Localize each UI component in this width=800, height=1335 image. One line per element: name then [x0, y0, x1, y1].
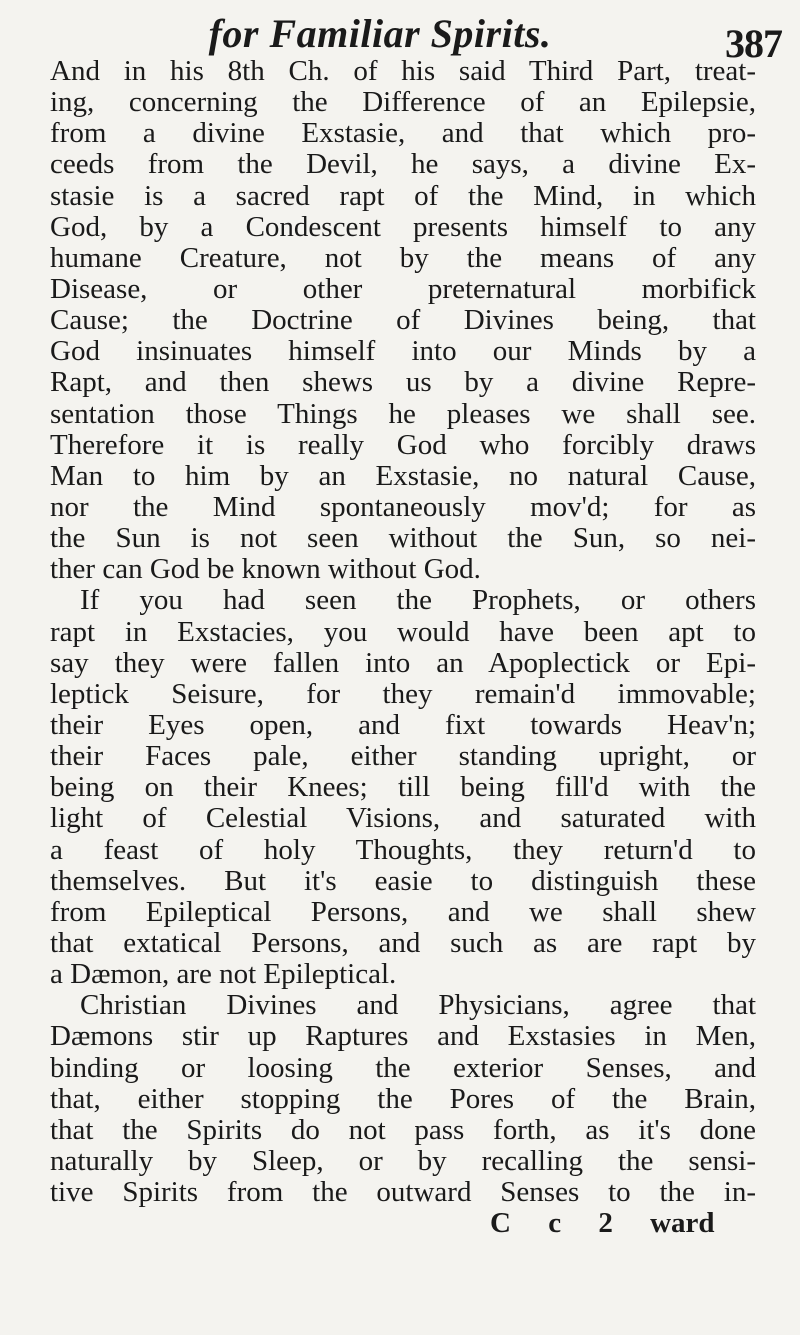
text-line: from a divine Exstasie, and that which pro- — [50, 118, 756, 150]
text-line: Christian Divines and Physicians, agree that — [80, 990, 756, 1022]
text-line: from Epileptical Persons, and we shall shew — [50, 896, 756, 928]
text-line: Cause; the Doctrine of Divines being, that — [50, 305, 756, 337]
running-head — [0, 4, 800, 64]
text-line: ther can God be known without God. — [50, 554, 481, 586]
text-line: naturally by Sleep, or by recalling the sensi- — [50, 1145, 756, 1177]
text-line: God, by a Condescent presents himself to any — [50, 211, 756, 243]
page-number: 387 — [725, 21, 782, 66]
text-line: God insinuates himself into our Minds by a — [50, 336, 756, 368]
text-line: And in his 8th Ch. of his said Third Part, treat- — [50, 56, 756, 87]
text-line: Rapt, and then shews us by a divine Repre- — [50, 367, 756, 399]
text-line: nor the Mind spontaneously mov'd; for as — [50, 491, 756, 523]
catchword-line: C c 2 ward — [490, 1208, 715, 1240]
text-line: sentation those Things he pleases we shall see. — [50, 398, 756, 430]
text-line: being on their Knees; till being fill'd with the — [50, 772, 756, 804]
text-line: that the Spirits do not pass forth, as it's done — [50, 1114, 756, 1146]
text-line: a Dæmon, are not Epileptical. — [50, 959, 397, 991]
text-line: Therefore it is really God who forcibly draws — [50, 429, 756, 461]
text-line: humane Creature, not by the means of any — [50, 242, 756, 274]
text-line: rapt in Exstacies, you would have been apt to — [50, 616, 756, 648]
text-line: If you had seen the Prophets, or others — [80, 585, 756, 617]
text-line: tive Spirits from the outward Senses to the in- — [50, 1177, 756, 1209]
text-body — [50, 56, 756, 1239]
text-line: the Sun is not seen without the Sun, so nei- — [50, 523, 756, 555]
text-line: ing, concerning the Difference of an Epilepsie, — [50, 87, 756, 119]
text-line: say they were fallen into an Apoplectick or Epi- — [50, 647, 756, 679]
text-line: Dæmons stir up Raptures and Exstasies in Men, — [50, 1021, 756, 1053]
text-line: Man to him by an Exstasie, no natural Cause, — [50, 460, 756, 492]
text-line: Disease, or other preternatural morbifick — [50, 273, 756, 305]
text-line: that extatical Persons, and such as are rapt by — [50, 927, 756, 959]
text-line: a feast of holy Thoughts, they return'd to — [50, 834, 756, 866]
text-line: leptick Seisure, for they remain'd immovable; — [50, 678, 756, 710]
text-line: themselves. But it's easie to distinguish these — [50, 865, 756, 897]
text-line: their Eyes open, and fixt towards Heav'n; — [50, 709, 756, 741]
text-line: ceeds from the Devil, he says, a divine Ex- — [50, 149, 756, 181]
text-line: binding or loosing the exterior Senses, and — [50, 1052, 756, 1084]
text-line: light of Celestial Visions, and saturated with — [50, 803, 756, 835]
text-line: their Faces pale, either standing upright, or — [50, 741, 756, 773]
text-line: stasie is a sacred rapt of the Mind, in which — [50, 180, 756, 212]
running-title: for Familiar Spirits. — [208, 11, 552, 56]
text-line: that, either stopping the Pores of the Brain, — [50, 1083, 756, 1115]
